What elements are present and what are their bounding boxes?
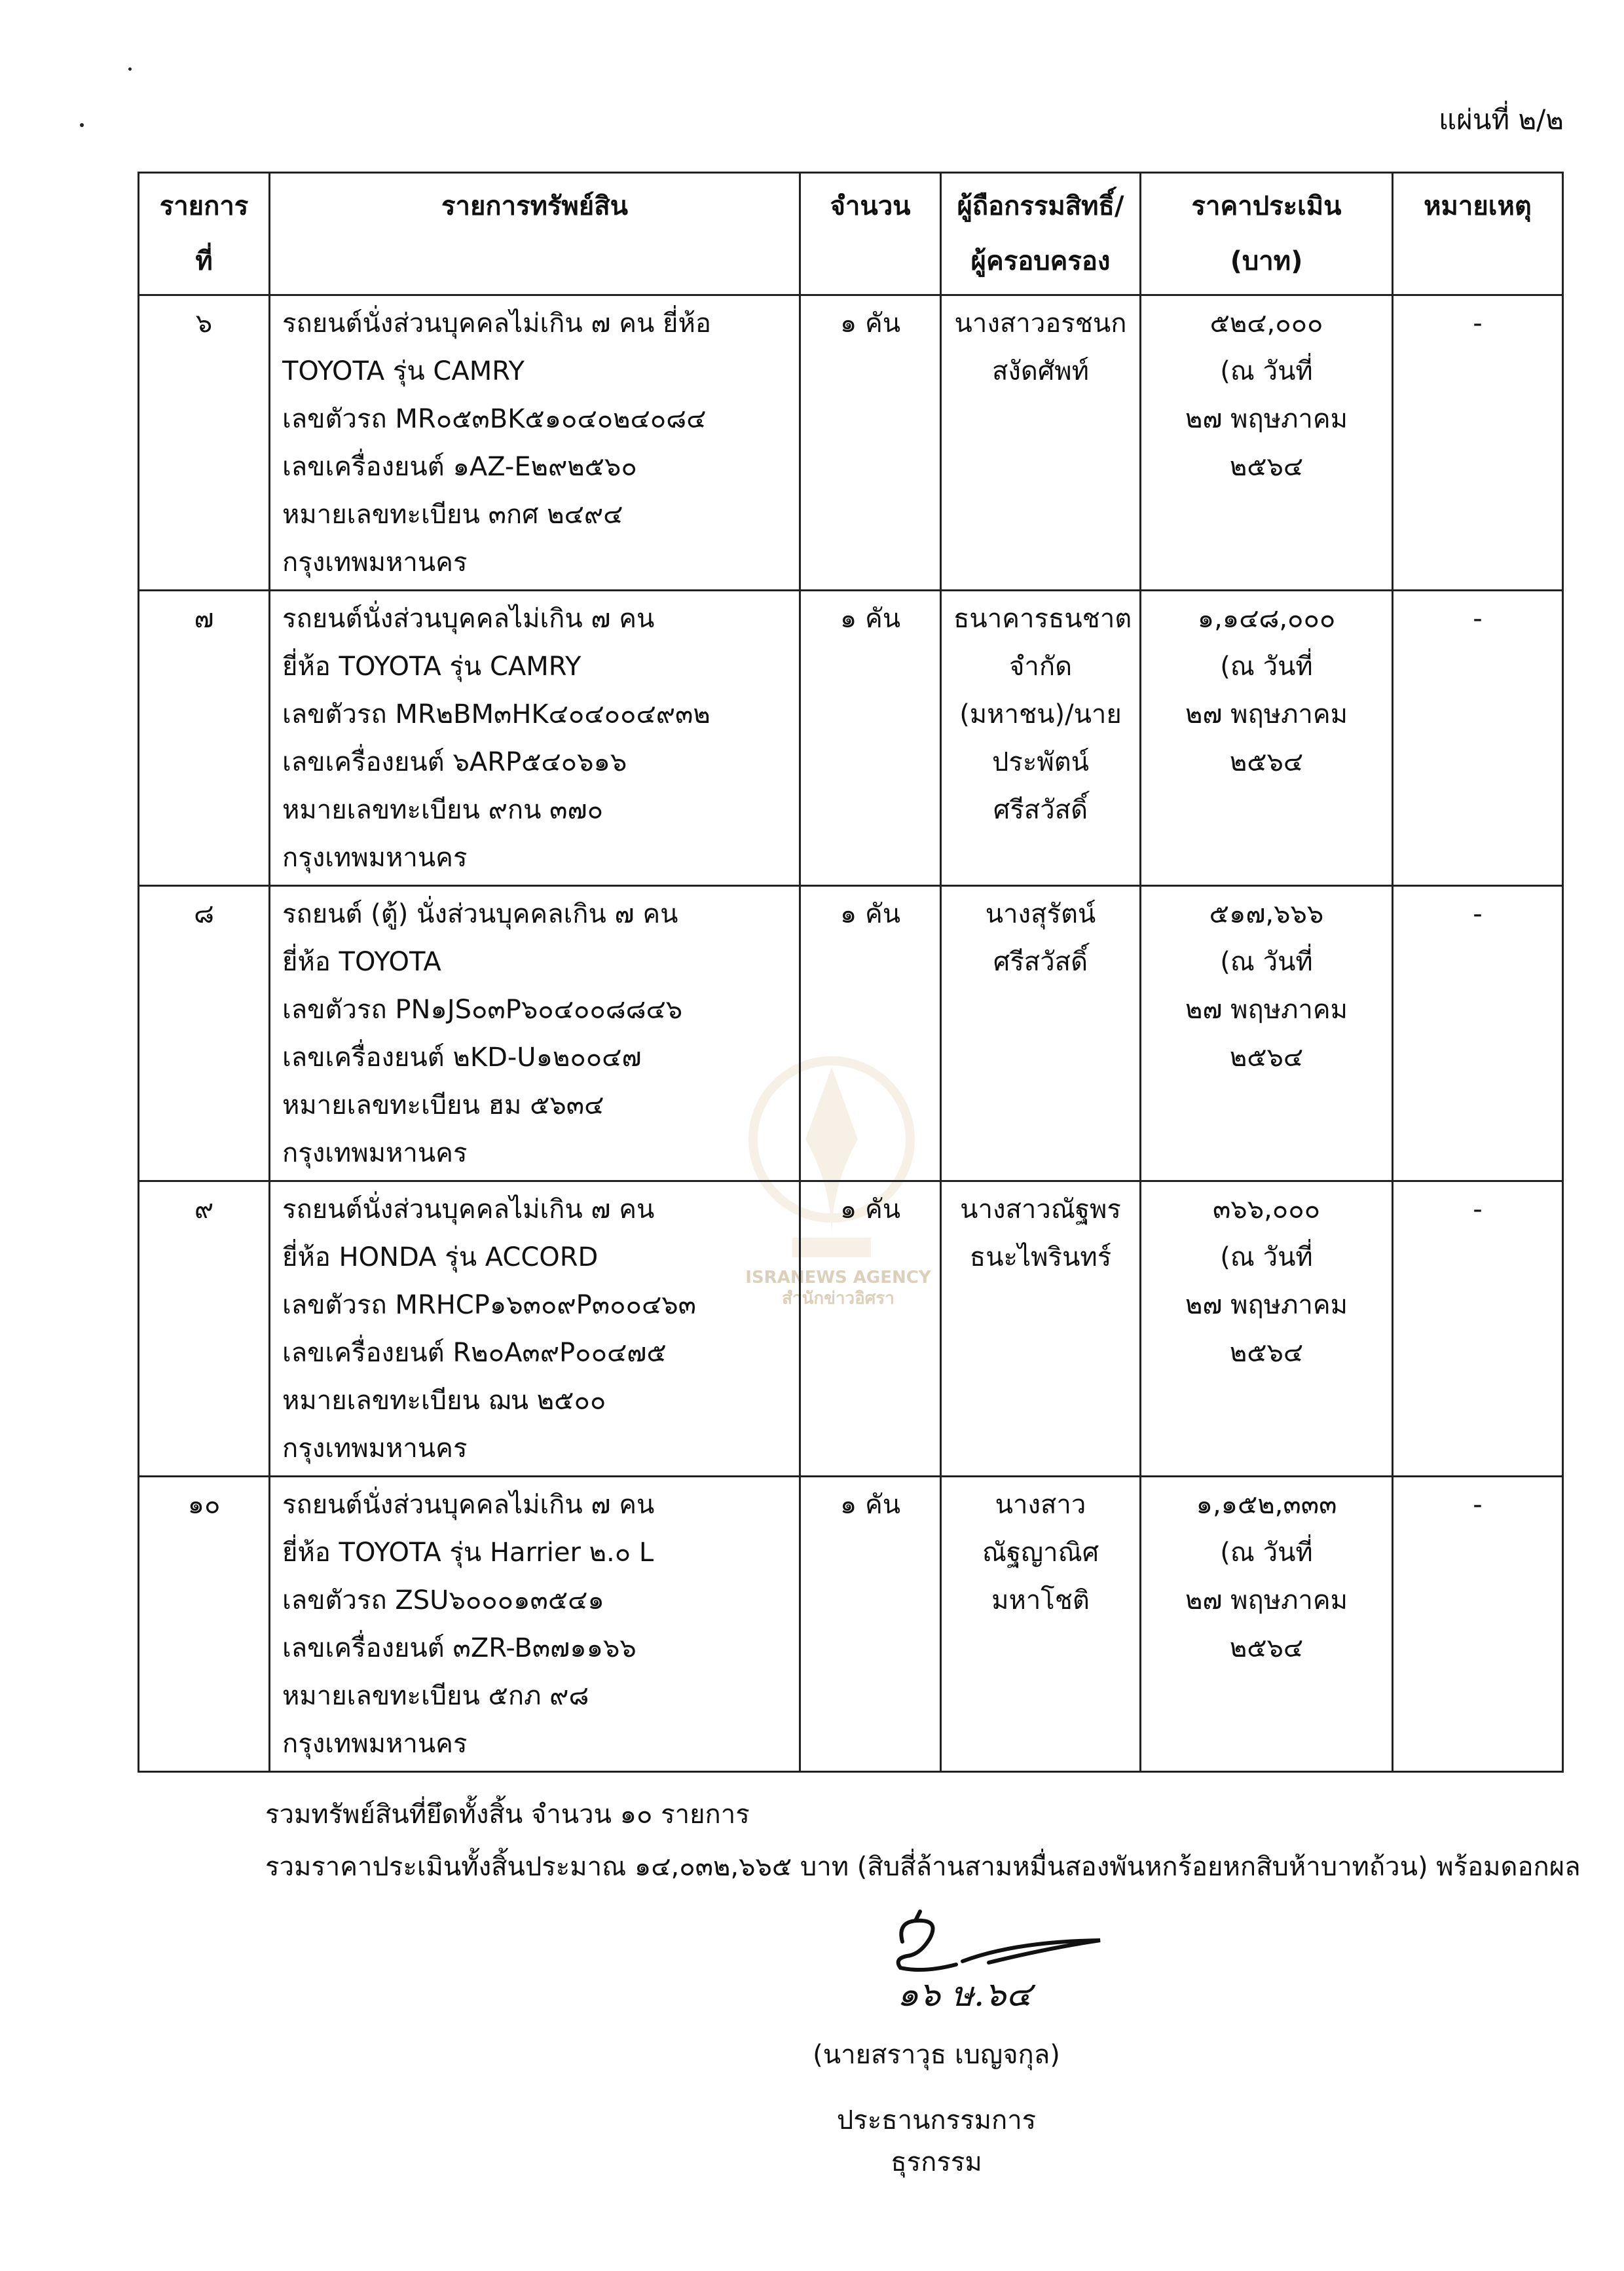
summary-total-items: รวมทรัพย์สินที่ยึดทั้งสิ้น จำนวน ๑๐ รายการ bbox=[265, 1800, 750, 1830]
cell-item-no: ๘ bbox=[139, 886, 270, 1181]
asset-line: รถยนต์ (ตู้) นั่งส่วนบุคคลเกิน ๗ คน bbox=[282, 899, 678, 929]
owner-line: ศรีสวัสดิ์ bbox=[993, 947, 1088, 977]
asset-line: TOYOTA รุ่น CAMRY bbox=[282, 356, 525, 386]
price-line: (ณ วันที่ bbox=[1220, 356, 1313, 386]
price-line: ๒๕๖๔ bbox=[1229, 1338, 1304, 1368]
header-owner: ผู้ถือกรรมสิทธิ์/ ผู้ครอบครอง bbox=[941, 173, 1141, 295]
price-line: (ณ วันที่ bbox=[1220, 652, 1313, 682]
owner-line: ณัฐญาณิศ bbox=[982, 1538, 1099, 1568]
table-row bbox=[139, 1477, 1563, 1772]
cell-quantity: ๑ คัน bbox=[800, 1477, 941, 1772]
asset-line: หมายเลขทะเบียน ฌน ๒๕๐๐ bbox=[282, 1386, 606, 1416]
owner-line: (มหาชน)/นาย bbox=[959, 699, 1122, 729]
cell-item-no: ๖ bbox=[139, 295, 270, 591]
cell-owner bbox=[941, 886, 1141, 1181]
cell-quantity: ๑ คัน bbox=[800, 591, 941, 886]
asset-line: กรุงเทพมหานคร bbox=[282, 547, 468, 578]
owner-line: ศรีสวัสดิ์ bbox=[993, 795, 1088, 825]
asset-line: กรุงเทพมหานคร bbox=[282, 1433, 468, 1464]
price-line: ๕๑๗,๖๖๖ bbox=[1209, 899, 1324, 929]
asset-line: รถยนต์นั่งส่วนบุคคลไม่เกิน ๗ คน ยี่ห้อ bbox=[282, 308, 711, 339]
asset-line: ยี่ห้อ TOYOTA รุ่น Harrier ๒.๐ L bbox=[282, 1538, 654, 1568]
summary-total-value: รวมราคาประเมินทั้งสิ้นประมาณ ๑๔,๐๓๒,๖๖๕ บาท (สิบสี่ล้านสามหมื่นสองพันหกร้อยหกสิบห้าบาทถ้วน) พร้อมดอกผล bbox=[265, 1852, 1581, 1882]
owner-line: นางสุรัตน์ bbox=[985, 899, 1096, 929]
price-line: ๒๗ พฤษภาคม bbox=[1185, 995, 1348, 1025]
asset-line: หมายเลขทะเบียน ๕กภ ๙๘ bbox=[282, 1681, 589, 1711]
header-quantity: จำนวน bbox=[800, 173, 941, 295]
cell-quantity: ๑ คัน bbox=[800, 295, 941, 591]
watermark-line2: สำนักข่าวอิศรา bbox=[782, 1289, 895, 1308]
asset-line: เลขเครื่องยนต์ ๖ARP๕๔๐๖๑๖ bbox=[282, 747, 627, 777]
asset-line: ยี่ห้อ TOYOTA รุ่น CAMRY bbox=[282, 652, 581, 682]
asset-line: รถยนต์นั่งส่วนบุคคลไม่เกิน ๗ คน bbox=[282, 604, 655, 634]
price-line: ๒๗ พฤษภาคม bbox=[1185, 1585, 1348, 1616]
asset-line: เลขเครื่องยนต์ ๓ZR-B๓๗๑๑๖๖ bbox=[282, 1633, 637, 1663]
cell-quantity: ๑ คัน bbox=[800, 1181, 941, 1477]
cell-asset-description bbox=[270, 1477, 800, 1772]
asset-line: หมายเลขทะเบียน ๙กน ๓๗๐ bbox=[282, 795, 603, 825]
owner-line: นางสาวณัฐพร bbox=[960, 1194, 1121, 1225]
signature-date: ๑๖ ษ.๖๔ bbox=[897, 1975, 1032, 2014]
cell-remarks: - bbox=[1393, 295, 1563, 591]
cell-remarks: - bbox=[1393, 886, 1563, 1181]
header-appraised-price: ราคาประเมิน (บาท) bbox=[1141, 173, 1393, 295]
asset-line: เลขเครื่องยนต์ R๒๐A๓๙P๐๐๔๗๕ bbox=[282, 1338, 667, 1368]
header-asset-list: รายการทรัพย์สิน bbox=[270, 173, 800, 295]
cell-appraised-price bbox=[1141, 1477, 1393, 1772]
price-line: ๒๕๖๔ bbox=[1229, 747, 1304, 777]
cell-asset-description bbox=[270, 295, 800, 591]
price-line: (ณ วันที่ bbox=[1220, 1538, 1313, 1568]
cell-owner bbox=[941, 295, 1141, 591]
scan-speck bbox=[128, 67, 132, 71]
table-row bbox=[139, 886, 1563, 1181]
table-row bbox=[139, 1181, 1563, 1477]
asset-line: เลขตัวรถ MR๒BM๓HK๔๐๔๐๐๔๙๓๒ bbox=[282, 699, 710, 729]
owner-line: นางสาว bbox=[995, 1490, 1086, 1520]
price-line: (ณ วันที่ bbox=[1220, 947, 1313, 977]
table-header-row bbox=[139, 173, 1563, 295]
cell-remarks: - bbox=[1393, 591, 1563, 886]
owner-line: ธนาคารธนชาต bbox=[953, 604, 1132, 634]
price-line: ๒๕๖๔ bbox=[1229, 1633, 1304, 1663]
asset-table bbox=[138, 172, 1564, 1773]
cell-owner bbox=[941, 1181, 1141, 1477]
asset-line: เลขตัวรถ MRHCP๑๖๓๐๙P๓๐๐๔๖๓ bbox=[282, 1290, 696, 1320]
asset-line: รถยนต์นั่งส่วนบุคคลไม่เกิน ๗ คน bbox=[282, 1194, 655, 1225]
scan-speck bbox=[80, 123, 84, 127]
cell-appraised-price bbox=[1141, 1181, 1393, 1477]
owner-line: สงัดศัพท์ bbox=[991, 356, 1090, 386]
cell-appraised-price bbox=[1141, 591, 1393, 886]
asset-line: หมายเลขทะเบียน ๓กศ ๒๔๙๔ bbox=[282, 500, 623, 530]
owner-line: นางสาวอรชนก bbox=[954, 308, 1127, 339]
cell-item-no: ๙ bbox=[139, 1181, 270, 1477]
cell-asset-description bbox=[270, 1181, 800, 1477]
asset-line: เลขตัวรถ MR๐๕๓BK๕๑๐๔๐๒๔๐๘๔ bbox=[282, 404, 707, 434]
header-item-no: รายการ ที่ bbox=[139, 173, 270, 295]
price-line: ๑,๑๔๘,๐๐๐ bbox=[1197, 604, 1336, 634]
asset-line: เลขเครื่องยนต์ ๒KD-U๑๒๐๐๔๗ bbox=[282, 1043, 642, 1073]
asset-line: ยี่ห้อ HONDA รุ่น ACCORD bbox=[282, 1242, 599, 1272]
asset-line: รถยนต์นั่งส่วนบุคคลไม่เกิน ๗ คน bbox=[282, 1490, 655, 1520]
price-line: ๒๗ พฤษภาคม bbox=[1185, 1290, 1348, 1320]
asset-line: เลขตัวรถ PN๑JS๐๓P๖๐๔๐๐๘๘๔๖ bbox=[282, 995, 683, 1025]
cell-quantity: ๑ คัน bbox=[800, 886, 941, 1181]
cell-appraised-price bbox=[1141, 886, 1393, 1181]
price-line: ๓๖๖,๐๐๐ bbox=[1212, 1194, 1321, 1225]
signatory-name: (นายสราวุธ เบญจกุล) bbox=[813, 2040, 1060, 2070]
asset-line: เลขตัวรถ ZSU๖๐๐๐๑๓๕๔๑ bbox=[282, 1585, 604, 1616]
cell-item-no: ๗ bbox=[139, 591, 270, 886]
price-line: ๕๒๔,๐๐๐ bbox=[1209, 308, 1323, 339]
owner-line: ธนะไพรินทร์ bbox=[969, 1242, 1112, 1272]
table-row bbox=[139, 295, 1563, 591]
table-row bbox=[139, 591, 1563, 886]
asset-line: กรุงเทพมหานคร bbox=[282, 1729, 468, 1759]
owner-line: จำกัด bbox=[1008, 652, 1073, 682]
asset-line: กรุงเทพมหานคร bbox=[282, 1138, 468, 1168]
cell-appraised-price bbox=[1141, 295, 1393, 591]
cell-owner bbox=[941, 1477, 1141, 1772]
asset-line: เลขเครื่องยนต์ ๑AZ-E๒๙๒๕๖๐ bbox=[282, 452, 637, 482]
price-line: ๑,๑๕๒,๓๓๓ bbox=[1196, 1490, 1337, 1520]
watermark-line1: ISRANEWS AGENCY bbox=[745, 1268, 931, 1287]
price-line: ๒๕๖๔ bbox=[1229, 1043, 1304, 1073]
price-line: ๒๗ พฤษภาคม bbox=[1185, 404, 1348, 434]
sheet-number: แผ่นที่ ๒/๒ bbox=[1439, 103, 1564, 136]
asset-line: กรุงเทพมหานคร bbox=[282, 843, 468, 873]
cell-asset-description bbox=[270, 591, 800, 886]
asset-line: ยี่ห้อ TOYOTA bbox=[282, 947, 441, 977]
owner-line: ประพัตน์ bbox=[991, 747, 1090, 777]
asset-line: หมายเลขทะเบียน ฮม ๕๖๓๔ bbox=[282, 1090, 604, 1120]
price-line: ๒๕๖๔ bbox=[1229, 452, 1304, 482]
owner-line: มหาโชติ bbox=[991, 1585, 1090, 1616]
cell-remarks: - bbox=[1393, 1181, 1563, 1477]
price-line: (ณ วันที่ bbox=[1220, 1242, 1313, 1272]
cell-remarks: - bbox=[1393, 1477, 1563, 1772]
price-line: ๒๗ พฤษภาคม bbox=[1185, 699, 1348, 729]
header-remarks: หมายเหตุ bbox=[1393, 173, 1563, 295]
signatory-position: ประธานกรรมการธุรกรรม bbox=[836, 2105, 1037, 2177]
cell-item-no: ๑๐ bbox=[139, 1477, 270, 1772]
cell-asset-description bbox=[270, 886, 800, 1181]
cell-owner bbox=[941, 591, 1141, 886]
handwritten-signature bbox=[884, 1902, 1120, 2014]
